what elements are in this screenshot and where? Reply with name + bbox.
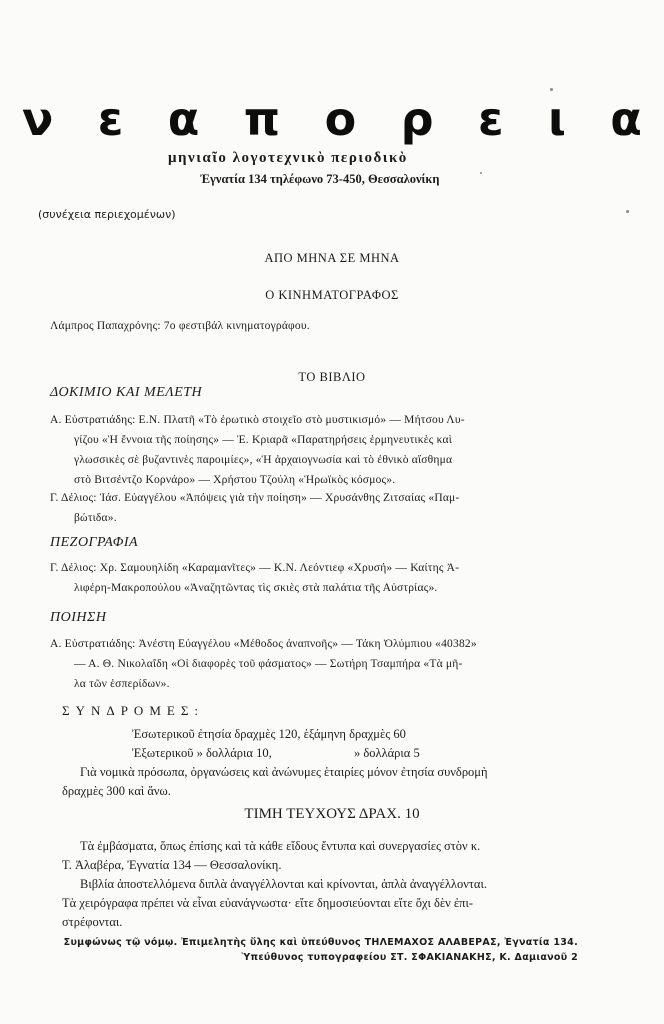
subscription-legal-cont: δραχμὲς 300 καὶ ἄνω.: [62, 784, 171, 798]
masthead-letter: ρ: [400, 92, 434, 146]
continuation-note: (συνέχεια περιεχομένων): [38, 208, 176, 221]
section-heading-month: ΑΠΟ ΜΗΝΑ ΣΕ ΜΗΝΑ: [264, 251, 400, 265]
masthead-letter: ε: [477, 92, 504, 146]
cinema-entry: Λάμπρος Παπαχρόνης: 7ο φεστιβάλ κινηματογράφου.: [50, 320, 310, 332]
masthead-address: Ἐγνατία 134 τηλέφωνο 73-450, Θεσσαλονίκη: [200, 172, 440, 186]
masthead-letter: ε: [97, 92, 124, 146]
subscription-foreign-annual: Ἐξωτερικοῦ » δολλάρια 10,: [132, 746, 272, 760]
entry-line: Α. Εὐστρατιάδης: Ε.Ν. Πλατῆ «Τὸ ἐρωτικὸ στοιχεῖο στὸ μυστικισμό» — Μήτσου Λυ-: [50, 414, 465, 426]
note-line: Βιβλία ἀποστελλόμενα διπλὰ ἀναγγέλλονται καὶ κρίνονται, ἁπλὰ ἀναγγέλλονται.: [80, 877, 487, 891]
subscriptions-heading: ΣΥΝΔΡΟΜΕΣ:: [62, 703, 204, 718]
essay-entry: [50, 488, 590, 528]
masthead-letter: ι: [547, 92, 566, 146]
issue-price: ΤΙΜΗ ΤΕΥΧΟΥΣ ΔΡΑΧ. 10: [244, 806, 420, 822]
entry-line: στὸ Βιτσέντζο Κορνάρο» — Χρήστου Τζούλη «Ἡρωϊκὸς κόσμος».: [74, 474, 396, 486]
entry-line: Α. Εὐστρατιάδης: Ἀνέστη Εὐαγγέλου «Μέθοδος ἀναπνοῆς» — Τάκη Ὀλύμπιου «40382»: [50, 638, 477, 650]
masthead-title: [22, 92, 642, 146]
entry-line: γίζου «Ἡ ἔννοια τῆς ποίησης» — Ἐ. Κριαρᾶ «Παρατηρήσεις ἑρμηνευτικὲς καὶ: [74, 434, 452, 446]
note-line: Τ. Ἀλαβέρα, Ἐγνατία 134 — Θεσσαλονίκη.: [62, 858, 282, 872]
subscription-legal: Γιὰ νομικὰ πρόσωπα, ὀργανώσεις καὶ ἀνώνυμες ἑταιρίες μόνον ἐτησία συνδρομὴ: [80, 765, 488, 779]
section-heading-cinema: Ο ΚΙΝΗΜΑΤΟΓΡΑΦΟΣ: [265, 288, 399, 302]
entry-line: Γ. Δέλιος: Χρ. Σαμουηλίδη «Καραμανῖτες» — Κ.Ν. Λεόντιεφ «Χρυσή» — Καίτης Ἀ-: [50, 562, 460, 574]
section-heading-poetry: ΠΟΙΗΣΗ: [50, 610, 107, 625]
entry-line: — Α. Θ. Νικολαΐδη «Οἱ διαφορὲς τοῦ φάσματος» — Σωτήρη Τσαμπήρα «Τὰ μῆ-: [74, 658, 463, 670]
section-heading-book: ΤΟ ΒΙΒΛΙΟ: [298, 370, 366, 384]
note-line: στρέφονται.: [62, 915, 123, 929]
entry-line: βώτιδα».: [74, 512, 117, 524]
subscription-foreign-half: » δολλάρια 5: [354, 746, 420, 760]
scan-speck: [480, 172, 482, 174]
section-heading-essay: ΔΟΚΙΜΙΟ ΚΑΙ ΜΕΛΕΤΗ: [50, 385, 203, 400]
section-heading-prose: ΠΕΖΟΓΡΑΦΙΑ: [50, 535, 139, 550]
scan-speck: [626, 210, 629, 213]
footer-editor-line: Συμφώνως τῷ νόμῳ. Ἐπιμελητὴς ὕλης καὶ ὑπεύθυνος ΤΗΛΕΜΑΧΟΣ ΑΛΑΒΕΡΑΣ, Ἐγνατία 134.: [63, 937, 578, 948]
subscription-domestic: Ἐσωτερικοῦ ἐτησία δραχμὲς 120, ἑξάμηνη δραχμὲς 60: [132, 727, 406, 741]
masthead-letter: π: [243, 92, 281, 146]
entry-line: Γ. Δέλιος: Ἰάσ. Εὐαγγέλου «Ἀπόψεις γιὰ τὴν ποίηση» — Χρυσάνθης Ζιτσαίας «Παμ-: [50, 492, 460, 504]
masthead-letter: α: [610, 92, 642, 146]
masthead-letter: α: [167, 92, 200, 146]
note-line: Τὰ ἐμβάσματα, ὅπως ἐπίσης καὶ τὰ κάθε εἴδους ἔντυπα καὶ συνεργασίες στὸν κ.: [80, 839, 481, 853]
note-line: Τὰ χειρόγραφα πρέπει νὰ εἶναι εὐανάγνωστα· εἴτε δημοσιεύονται εἴτε ὄχι δὲν ἐπι-: [62, 896, 474, 910]
poetry-entry: [50, 634, 590, 694]
masthead-letter: ο: [324, 92, 357, 146]
essay-entry: [50, 410, 590, 490]
masthead-subtitle: μηνιαῖο λογοτεχνικὸ περιοδικὸ: [168, 150, 408, 166]
entry-line: γλωσσικὲς σὲ βυζαντινὲς παροιμίες», «Ἡ ἀρχαιογνωσία καὶ τὸ ἐθνικὸ αἴσθημα: [74, 454, 453, 466]
entry-line: λα τῶν ἑσπερίδων».: [74, 678, 170, 690]
scan-speck: [550, 88, 553, 91]
masthead-letter: ν: [22, 92, 54, 146]
footer-printer-line: Ὑπεύθυνος τυπογραφείου ΣΤ. ΣΦΑΚΙΑΝΑΚΗΣ, Κ. Δαμιανοῦ 2: [241, 952, 578, 963]
prose-entry: [50, 558, 590, 598]
entry-line: λιφέρη-Μακροπούλου «Ἀναζητῶντας τὶς σκιὲς στὰ παλάτια τῆς Αὐστρίας».: [74, 582, 438, 594]
